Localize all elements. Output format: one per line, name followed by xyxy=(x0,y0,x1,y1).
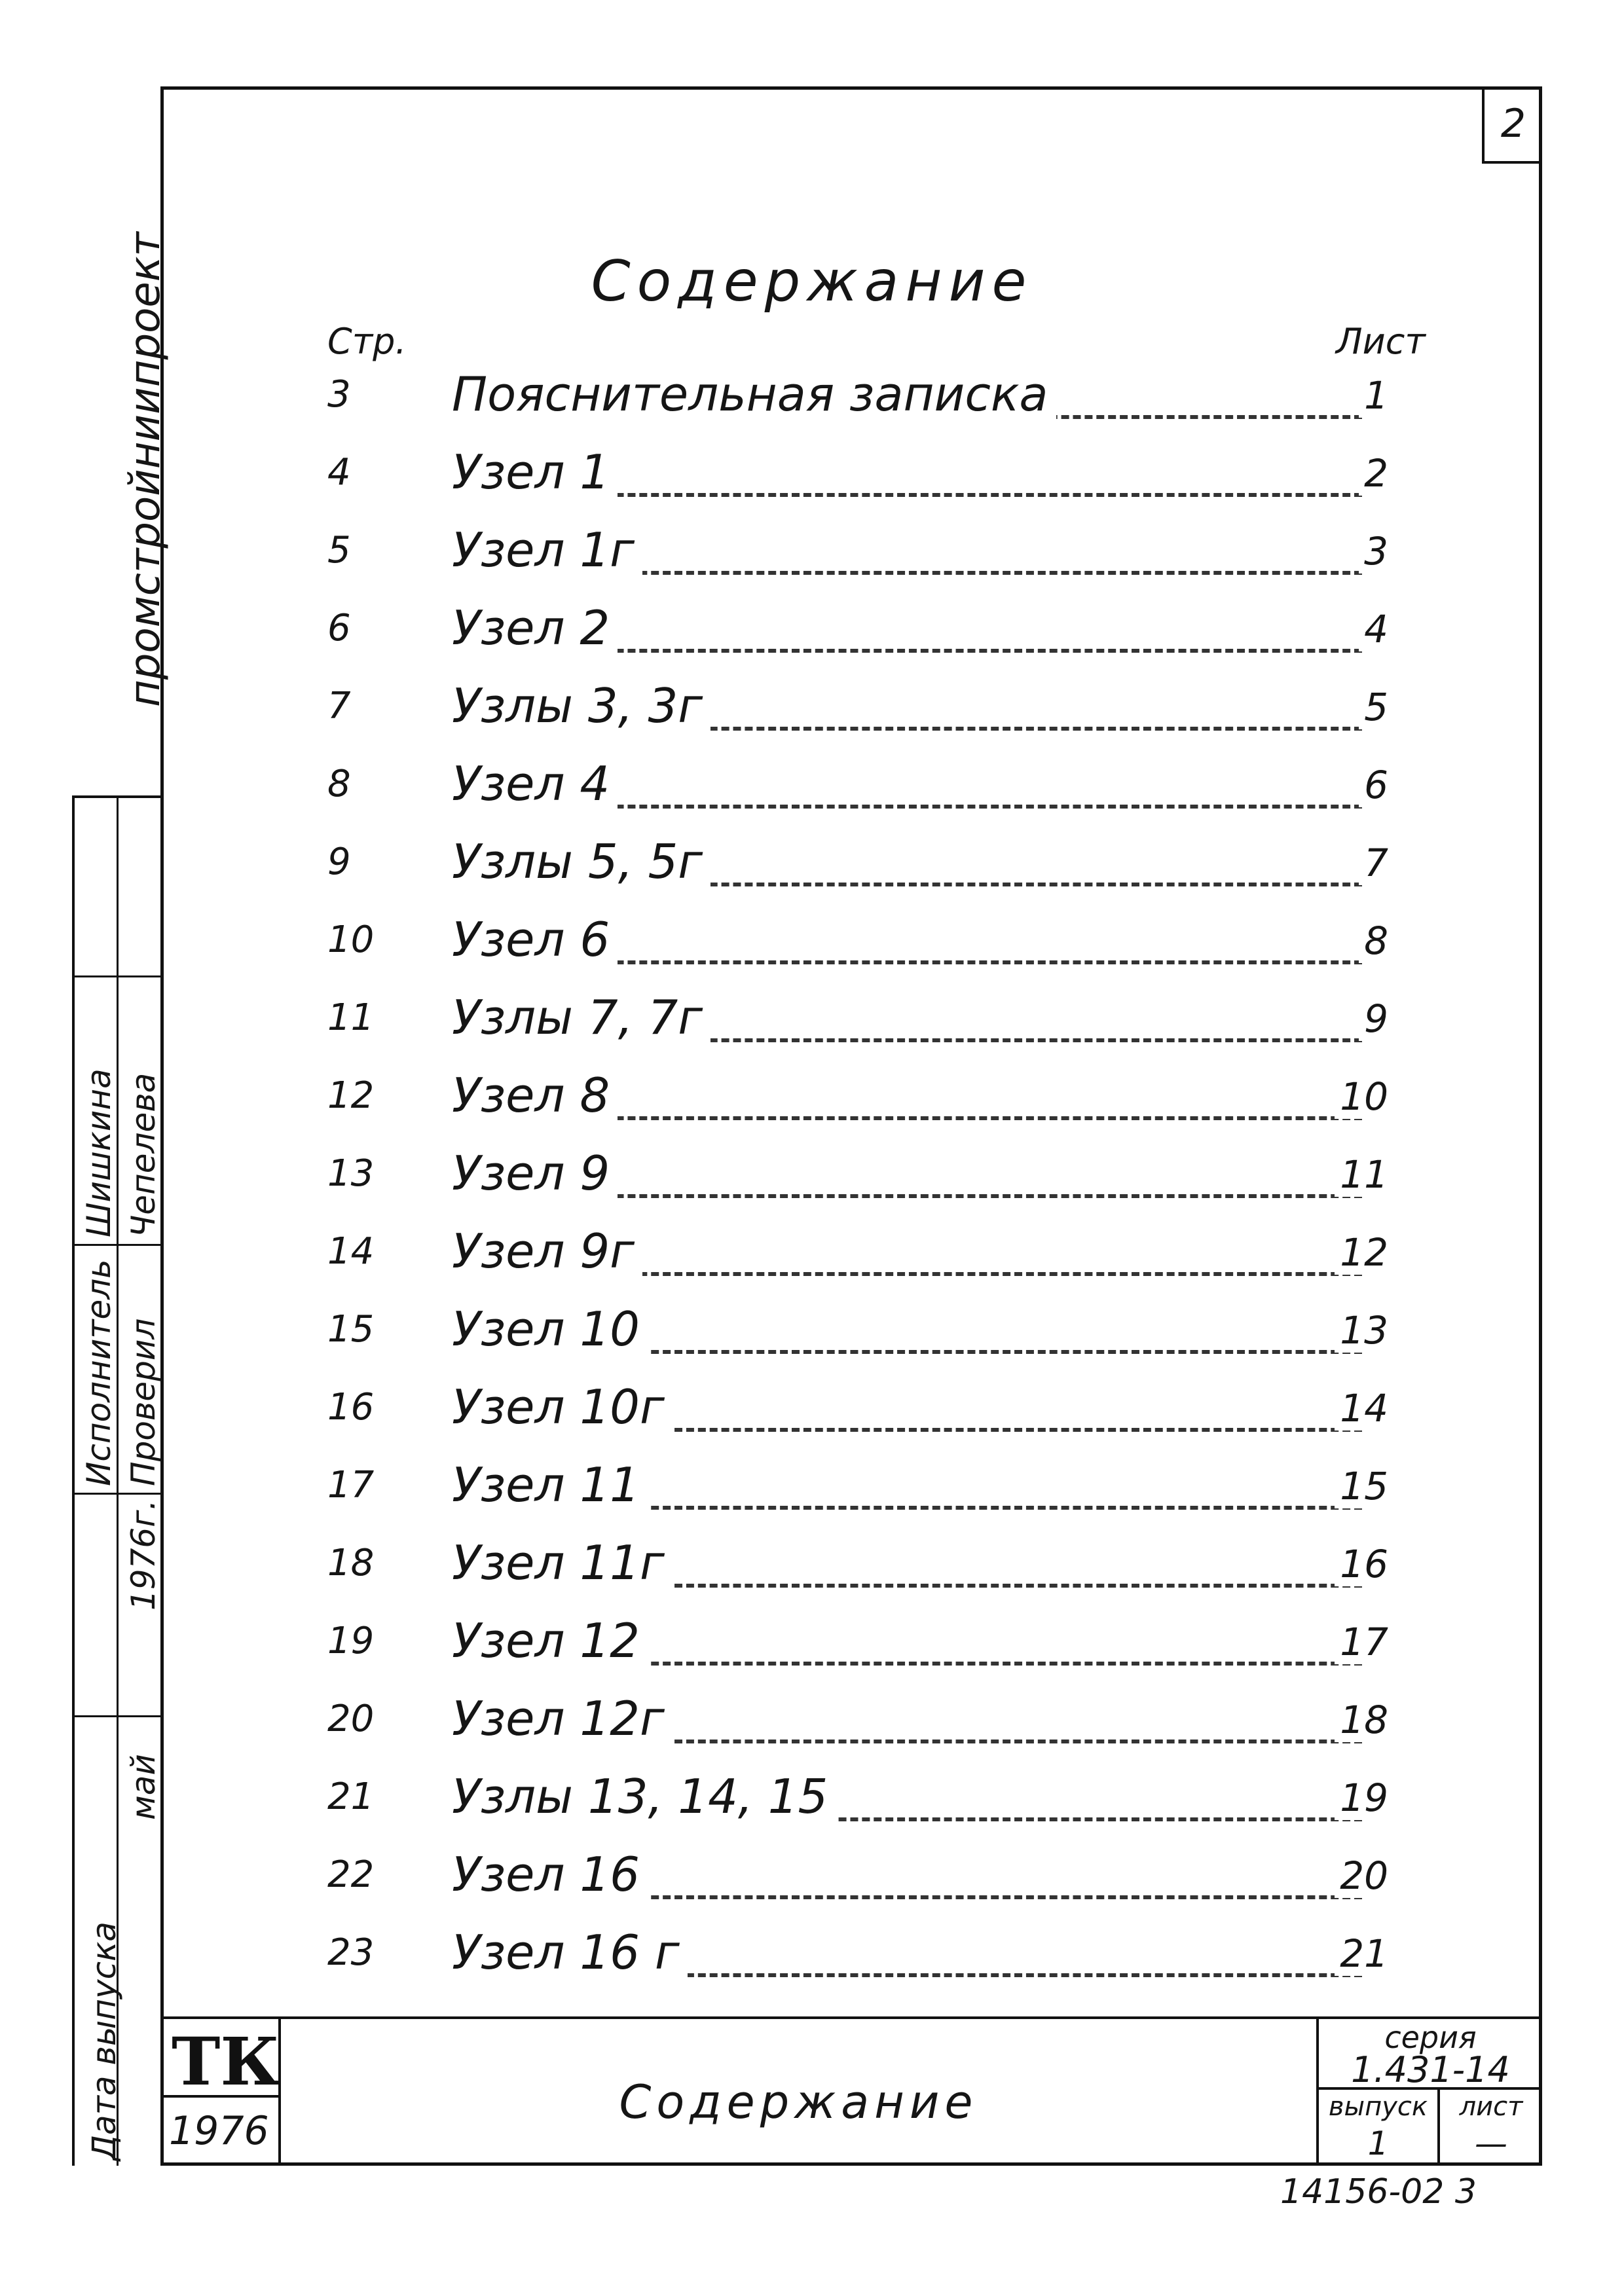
toc-sheet-wrap xyxy=(1335,1386,1388,1430)
toc-sheet-wrap xyxy=(1335,1853,1388,1898)
toc-page-number: 19 xyxy=(327,1620,375,1662)
toc-page-number: 22 xyxy=(327,1853,375,1896)
page-number: 2 xyxy=(1500,101,1526,147)
toc-row xyxy=(327,1224,1388,1296)
toc-entry-wrap xyxy=(452,1535,673,1590)
margin-proveril-label: Проверил xyxy=(124,1318,162,1486)
toc-entry-wrap xyxy=(452,1613,648,1668)
sheet-value: — xyxy=(1475,2124,1507,2162)
toc-entry-wrap xyxy=(452,445,618,500)
toc-entry-name: Узел 8 xyxy=(452,1068,610,1123)
toc-sheet-wrap xyxy=(1335,1074,1388,1119)
margin-ispolnitel-label: Исполнитель xyxy=(80,1259,118,1486)
column-header-page: Стр. xyxy=(327,321,407,362)
toc-entry-name: Узел 2 xyxy=(452,600,610,655)
toc-sheet-number: 6 xyxy=(1364,763,1388,807)
toc-sheet-number: 1 xyxy=(1364,373,1388,418)
toc-page-number: 15 xyxy=(327,1308,375,1351)
toc-page-number: 4 xyxy=(327,451,351,494)
toc-sheet-number: 10 xyxy=(1340,1074,1388,1119)
toc-page-number: 17 xyxy=(327,1464,375,1506)
toc-sheet-wrap xyxy=(1359,841,1388,885)
toc-row xyxy=(327,1769,1388,1841)
toc-entry-name: Узел 11 xyxy=(452,1457,640,1512)
toc-row xyxy=(327,1535,1388,1607)
toc-entry-wrap xyxy=(452,367,1056,422)
toc-row xyxy=(327,1691,1388,1763)
toc-entry-wrap xyxy=(452,990,710,1045)
toc-entry-name: Узел 10 xyxy=(452,1302,640,1357)
toc-entry-name: Узлы 3, 3г xyxy=(452,678,703,733)
toc-row xyxy=(327,1068,1388,1140)
margin-ispolnitel-name: Шишкина xyxy=(80,1068,118,1237)
margin-stamp-line xyxy=(72,975,160,977)
page-number-box xyxy=(1482,86,1542,164)
toc-sheet-wrap xyxy=(1335,1542,1388,1586)
toc-sheet-number: 9 xyxy=(1364,996,1388,1041)
toc-entry-name: Узел 16 г xyxy=(452,1925,680,1980)
toc-row xyxy=(327,834,1388,906)
title-block-title: Содержание xyxy=(619,2075,978,2129)
toc-entry-wrap xyxy=(452,1379,673,1434)
toc-page-number: 5 xyxy=(327,529,351,572)
issue-label: выпуск xyxy=(1328,2092,1428,2122)
toc-entry-name: Узел 1г xyxy=(452,522,635,577)
toc-entry-wrap xyxy=(452,1457,648,1512)
toc-sheet-wrap xyxy=(1335,1776,1388,1820)
toc-page-number: 7 xyxy=(327,685,351,727)
toc-page-number: 6 xyxy=(327,607,351,649)
toc-entry-wrap xyxy=(452,1224,642,1279)
toc-row xyxy=(327,990,1388,1062)
margin-proveril-name: Чепелева xyxy=(124,1072,162,1237)
toc-entry-name: Узел 16 xyxy=(452,1847,640,1902)
toc-entry-wrap xyxy=(452,522,642,577)
toc-sheet-number: 20 xyxy=(1340,1853,1388,1898)
margin-stamp-line xyxy=(72,1715,160,1717)
toc-page-number: 20 xyxy=(327,1698,375,1740)
toc-page-number: 13 xyxy=(327,1152,375,1195)
margin-stamp-line xyxy=(72,1493,160,1495)
margin-date-value: май xyxy=(124,1754,162,1820)
sheet-label: лист xyxy=(1459,2092,1523,2122)
toc-entry-wrap xyxy=(452,1146,618,1201)
toc-entry-wrap xyxy=(452,1769,836,1824)
title-block-year: 1976 xyxy=(169,2108,269,2154)
toc-page-number: 3 xyxy=(327,373,351,416)
title-block-border xyxy=(160,2016,1542,2019)
toc-sheet-number: 11 xyxy=(1340,1152,1388,1197)
toc-sheet-wrap xyxy=(1335,1931,1388,1976)
toc-row xyxy=(327,1847,1388,1919)
series-label: серия xyxy=(1384,2020,1477,2055)
toc-page-number: 16 xyxy=(327,1386,375,1429)
toc-entry-wrap xyxy=(452,756,618,811)
issue-value: 1 xyxy=(1367,2124,1389,2162)
toc-sheet-wrap xyxy=(1335,1698,1388,1742)
toc-sheet-wrap xyxy=(1335,1230,1388,1275)
toc-row xyxy=(327,1457,1388,1529)
toc-sheet-number: 16 xyxy=(1340,1542,1388,1586)
toc-sheet-wrap xyxy=(1359,763,1388,807)
toc-entry-wrap xyxy=(452,1925,688,1980)
toc-sheet-number: 7 xyxy=(1364,841,1388,885)
toc-sheet-number: 18 xyxy=(1340,1698,1388,1742)
series-value: 1.431-14 xyxy=(1351,2049,1510,2090)
toc-row xyxy=(327,1613,1388,1685)
toc-sheet-number: 21 xyxy=(1340,1931,1388,1976)
toc-sheet-wrap xyxy=(1335,1152,1388,1197)
toc-page-number: 11 xyxy=(327,996,375,1039)
toc-sheet-number: 4 xyxy=(1364,607,1388,651)
margin-year: 1976г. xyxy=(124,1499,162,1611)
toc-sheet-wrap xyxy=(1359,607,1388,651)
toc-row xyxy=(327,1146,1388,1218)
toc-row xyxy=(327,1925,1388,1997)
toc-sheet-wrap xyxy=(1335,1464,1388,1508)
toc-entry-wrap xyxy=(452,600,618,655)
toc-page-number: 8 xyxy=(327,763,351,805)
tk-mark: ТК xyxy=(172,2023,280,2100)
toc-row xyxy=(327,522,1388,594)
toc-entry-name: Узел 10г xyxy=(452,1379,665,1434)
toc-sheet-number: 2 xyxy=(1364,451,1388,496)
toc-entry-name: Узел 6 xyxy=(452,912,610,967)
toc-sheet-wrap xyxy=(1335,1620,1388,1664)
toc-sheet-number: 14 xyxy=(1340,1386,1388,1430)
toc-row xyxy=(327,367,1388,439)
toc-entry-name: Узел 9 xyxy=(452,1146,610,1201)
toc-entry-name: Узлы 13, 14, 15 xyxy=(452,1769,828,1824)
toc-row xyxy=(327,600,1388,672)
column-header-sheet: Лист xyxy=(1336,321,1426,362)
toc-sheet-number: 12 xyxy=(1340,1230,1388,1275)
toc-sheet-wrap xyxy=(1359,919,1388,963)
toc-entry-name: Узел 12 xyxy=(452,1613,640,1668)
toc-entry-name: Узел 1 xyxy=(452,445,610,500)
toc-page-number: 18 xyxy=(327,1542,375,1584)
toc-sheet-wrap xyxy=(1359,451,1388,496)
toc-entry-name: Узел 11г xyxy=(452,1535,665,1590)
toc-row xyxy=(327,1379,1388,1451)
toc-row xyxy=(327,912,1388,984)
organization-name: промстройниипроект xyxy=(121,232,170,707)
toc-sheet-number: 19 xyxy=(1340,1776,1388,1820)
toc-row xyxy=(327,1302,1388,1374)
toc-row xyxy=(327,756,1388,828)
toc-entry-wrap xyxy=(452,1691,673,1746)
toc-sheet-wrap xyxy=(1359,529,1388,574)
toc-entry-name: Узлы 5, 5г xyxy=(452,834,703,889)
archive-stamp: 14156-02 3 xyxy=(1280,2172,1477,2212)
toc-sheet-wrap xyxy=(1335,1308,1388,1353)
toc-entry-name: Узел 4 xyxy=(452,756,610,811)
toc-entry-wrap xyxy=(452,678,710,733)
toc-page-number: 12 xyxy=(327,1074,375,1117)
toc-entry-name: Узлы 7, 7г xyxy=(452,990,703,1045)
toc-sheet-number: 5 xyxy=(1364,685,1388,729)
toc-page-number: 14 xyxy=(327,1230,375,1273)
toc-entry-wrap xyxy=(452,1847,648,1902)
toc-sheet-number: 3 xyxy=(1364,529,1388,574)
toc-entry-wrap xyxy=(452,1068,618,1123)
toc-sheet-wrap xyxy=(1359,685,1388,729)
toc-entry-name: Узел 9г xyxy=(452,1224,635,1279)
toc-sheet-number: 15 xyxy=(1340,1464,1388,1508)
margin-date-label: Дата выпуска xyxy=(85,1922,123,2160)
toc-entry-name: Узел 12г xyxy=(452,1691,665,1746)
toc-sheet-number: 17 xyxy=(1340,1620,1388,1664)
toc-sheet-number: 8 xyxy=(1364,919,1388,963)
margin-stamp-line xyxy=(72,1244,160,1246)
toc-entry-wrap xyxy=(452,834,710,889)
toc-sheet-wrap xyxy=(1359,996,1388,1041)
toc-page-number: 9 xyxy=(327,841,351,883)
page-title: Содержание xyxy=(591,249,1033,314)
toc-page-number: 23 xyxy=(327,1931,375,1974)
toc-entry-name: Пояснительная записка xyxy=(452,367,1048,422)
toc-row xyxy=(327,678,1388,750)
toc-page-number: 21 xyxy=(327,1776,375,1818)
toc-page-number: 10 xyxy=(327,919,375,961)
toc-sheet-number: 13 xyxy=(1340,1308,1388,1353)
toc-entry-wrap xyxy=(452,912,618,967)
toc-row xyxy=(327,445,1388,517)
toc-sheet-wrap xyxy=(1359,373,1388,418)
toc-entry-wrap xyxy=(452,1302,648,1357)
